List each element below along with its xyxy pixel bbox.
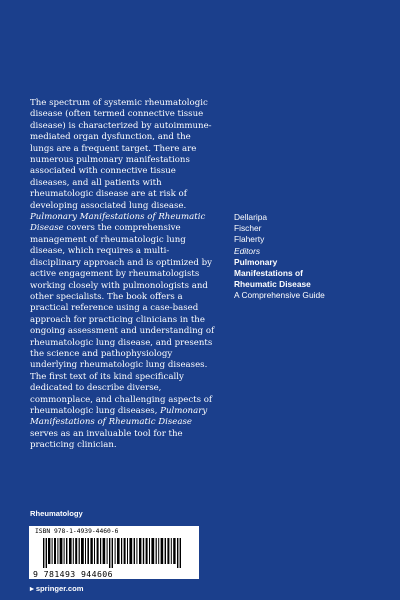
barcode-digits: 9 781493 944606 <box>33 569 113 579</box>
blurb-paragraph-2: covers the comprehensive management of rheumatologic lung disease, which requires a multi-disciplinary approach and is optimized by active engagement by rheumatologists working closely with pulmonologists and other specialists. The book offers a practical reference using a case-based approach for practicing clinicians in the ongoing assessment and understanding of rheumatologic lung disease, and presents the science and pathophysiology underlying rheumatologic lung diseases. The first text of its kind specifically dedicated to describe diverse, commonplace, and challenging aspects of rheumatologic lung diseases, <box>30 223 215 416</box>
blurb-text <box>30 98 216 452</box>
sidebar-credits <box>234 212 374 302</box>
book-title-line: Rheumatic Disease <box>234 279 311 290</box>
book-title-italic-1: Pulmonary Manifestations of Rheumatic Disease <box>30 212 206 234</box>
series-label: Rheumatology <box>30 509 83 518</box>
arrow-right-icon: ▸ <box>30 584 34 593</box>
barcode-icon <box>43 538 185 568</box>
blurb-paragraph-3: serves as an invaluable tool for the practicing clinician. <box>30 428 183 451</box>
book-title-line: Pulmonary <box>234 256 278 267</box>
blurb-paragraph-1: The spectrum of systemic rheumatologic disease (often termed connective tissue disease) is characterized by autoimmune-mediated organ dysfunction, and the lungs are a frequent target. There are numerous pulmonary manifestations associated with connective tissue diseases, and all patients with rheumatologic disease are at risk of developing associated lung disease. <box>30 98 212 211</box>
publisher-url[interactable]: springer.com <box>35 584 84 593</box>
book-title-line: Manifestations of <box>234 268 303 279</box>
book-title-italic-2: Pulmonary Manifestations of Rheumatic Disease <box>30 405 208 428</box>
editor-name: Fischer <box>234 223 262 234</box>
editors-label: Editors <box>234 245 261 256</box>
book-subtitle: A Comprehensive Guide <box>234 290 325 301</box>
isbn-text: ISBN 978-1-4939-4460-6 <box>35 528 119 535</box>
barcode-panel <box>29 526 199 579</box>
publisher-link[interactable] <box>30 584 84 593</box>
editor-name: Flaherty <box>234 234 265 245</box>
editor-name: Dellaripa <box>234 212 268 222</box>
